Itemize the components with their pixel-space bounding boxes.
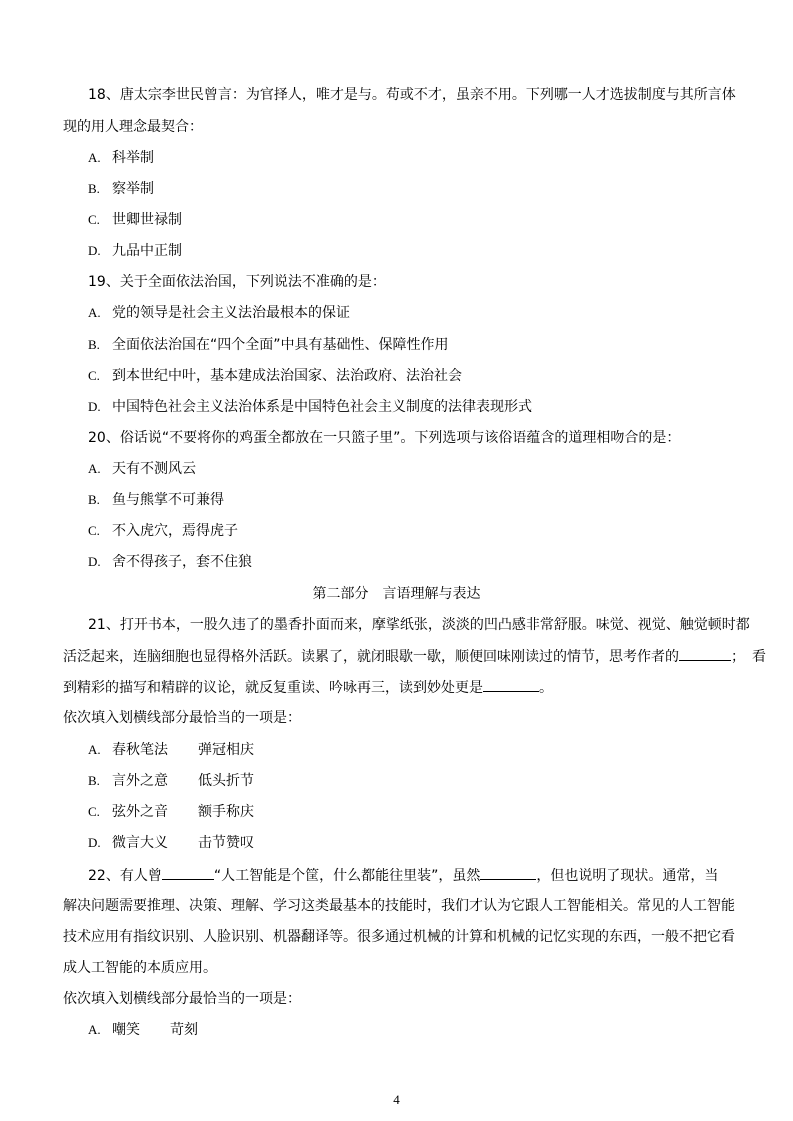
option-letter: D. [88, 554, 101, 569]
q22-stem-line3: 技术应用有指纹识别、人脸识别、机器翻译等。很多通过机械的计算和机械的记忆实现的东西，一般不把它看 [63, 929, 735, 945]
q18-option-c [88, 211, 182, 229]
q21-option-b [88, 772, 254, 790]
option-letter: A. [88, 742, 101, 757]
option-text: 全面依法治国在“四个全面”中具有基础性、保障性作用 [112, 337, 449, 353]
q18-option-d [88, 242, 182, 260]
option-text-1: 言外之意 [112, 773, 168, 789]
option-text-2: 弹冠相庆 [198, 742, 254, 758]
text-segment: ，但也说明了现状。通常，当 [536, 868, 719, 884]
q19-stem: 19、关于全面依法治国，下列说法不准确的是： [88, 274, 386, 290]
option-letter: A. [88, 1022, 101, 1037]
q19-option-b [88, 336, 449, 354]
q21-option-a [88, 741, 254, 759]
option-text: 科举制 [112, 150, 154, 166]
q21-option-c [88, 803, 254, 821]
text-segment: ； 看 [731, 649, 766, 665]
option-letter: B. [88, 181, 100, 196]
option-text: 世卿世禄制 [112, 212, 182, 228]
option-text: 不入虎穴，焉得虎子 [112, 523, 238, 539]
option-text: 鱼与熊掌不可兼得 [112, 492, 224, 508]
option-letter: A. [88, 150, 101, 165]
q20-option-d [88, 553, 252, 571]
option-letter: D. [88, 243, 101, 258]
q21-stem-line3 [63, 678, 553, 697]
fill-blank [162, 866, 214, 880]
text-segment: 。 [539, 680, 553, 696]
option-text-1: 弦外之音 [112, 804, 168, 820]
option-text-2: 击节赞叹 [198, 835, 254, 851]
option-text-1: 嘲笑 [112, 1022, 140, 1038]
option-text: 党的领导是社会主义法治最根本的保证 [112, 305, 350, 321]
q22-stem-line2: 解决问题需要推理、决策、理解、学习这类最基本的技能时，我们才认为它跟人工智能相关。常见的人工智能 [63, 898, 735, 914]
q22-stem-line1 [88, 866, 718, 885]
fill-blank [483, 678, 539, 692]
q20-option-a [88, 460, 196, 478]
option-text-2: 额手称庆 [198, 804, 254, 820]
q22-option-a [88, 1021, 198, 1039]
option-letter: C. [88, 212, 100, 227]
option-text: 中国特色社会主义法治体系是中国特色社会主义制度的法律表现形式 [112, 399, 532, 415]
option-text-2: 低头折节 [198, 773, 254, 789]
option-letter: B. [88, 337, 100, 352]
option-letter: C. [88, 368, 100, 383]
q19-option-c [88, 367, 462, 385]
option-letter: D. [88, 399, 101, 414]
page-number: 4 [393, 1092, 400, 1107]
option-text: 到本世纪中叶，基本建成法治国家、法治政府、法治社会 [112, 368, 462, 384]
option-letter: C. [88, 523, 100, 538]
option-letter: A. [88, 461, 101, 476]
option-text-1: 微言大义 [112, 835, 168, 851]
text-segment: 活泛起来，连脑细胞也显得格外活跃。读累了，就闭眼歇一歇，顺便回味刚读过的情节，思考作者的 [63, 649, 679, 665]
option-letter: B. [88, 773, 100, 788]
text-segment: “人工智能是个筐，什么都能往里装”，虽然 [213, 868, 481, 884]
section-title: 第二部分 言语理解与表达 [312, 586, 481, 602]
option-text: 察举制 [112, 181, 154, 197]
q18-option-b [88, 180, 154, 198]
q21-option-d [88, 834, 254, 852]
option-text-1: 春秋笔法 [112, 742, 168, 758]
q20-option-c [88, 522, 238, 540]
option-text: 天有不测风云 [112, 461, 196, 477]
text-segment: 到精彩的描写和精辟的议论，就反复重读、吟咏再三，读到妙处更是 [63, 680, 483, 696]
option-letter: C. [88, 804, 100, 819]
q20-option-b [88, 491, 224, 509]
option-letter: D. [88, 835, 101, 850]
fill-blank [679, 647, 731, 661]
q22-stem-line4: 成人工智能的本质应用。 [63, 960, 217, 976]
option-text: 九品中正制 [112, 243, 182, 259]
option-letter: B. [88, 492, 100, 507]
text-segment: 22、有人曾 [88, 868, 162, 884]
q21-stem-line1: 21、打开书本，一股久违了的墨香扑面而来，摩挲纸张，淡淡的凹凸感非常舒服。味觉、视觉、触觉顿时都 [88, 617, 750, 633]
option-text: 舍不得孩子，套不住狼 [112, 554, 252, 570]
q22-instruction: 依次填入划横线部分最恰当的一项是： [63, 991, 301, 1007]
q20-stem: 20、俗话说“不要将你的鸡蛋全都放在一只篮子里”。下列选项与该俗语蕴含的道理相吻合的是： [88, 430, 681, 446]
q21-instruction: 依次填入划横线部分最恰当的一项是： [63, 710, 301, 726]
q21-stem-line2 [63, 647, 766, 666]
fill-blank [480, 866, 536, 880]
option-text-2: 苛刻 [170, 1022, 198, 1038]
q18-option-a [88, 149, 154, 167]
q18-stem-line2: 现的用人理念最契合： [63, 119, 203, 135]
option-letter: A. [88, 305, 101, 320]
q18-stem-line1: 18、唐太宗李世民曾言：为官择人，唯才是与。苟或不才，虽亲不用。下列哪一人才选拔制度与其所言体 [88, 87, 736, 103]
q19-option-a [88, 304, 350, 322]
q19-option-d [88, 398, 532, 416]
